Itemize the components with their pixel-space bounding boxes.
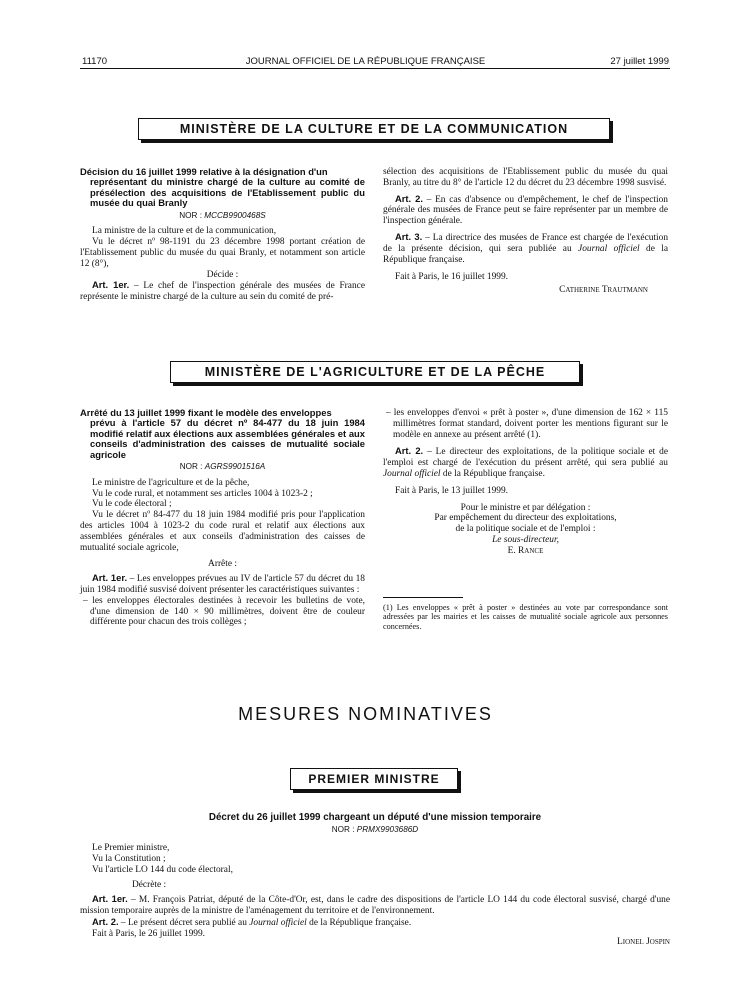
section-heading: MESURES NOMINATIVES	[238, 704, 493, 724]
sig-line: de la politique sociale et de l'emploi :	[455, 524, 596, 535]
nor-label: NOR :	[179, 210, 202, 220]
art-label: Art. 2.	[92, 915, 119, 927]
art-text: de la République française.	[440, 468, 545, 479]
agriculture-p2: Vu le code rural, et notamment ses articles 1004 à 1023-2 ;	[92, 488, 313, 499]
nor-code: AGRS9901516A	[204, 462, 266, 472]
ministry-culture-box: MINISTÈRE DE LA CULTURE ET DE LA COMMUNICATION	[138, 118, 610, 140]
journal-title: JOURNAL OFFICIEL DE LA RÉPUBLIQUE FRANÇAISE	[245, 56, 486, 67]
issue-date: 27 juillet 1999	[610, 56, 669, 67]
art-label: Art. 1er.	[92, 279, 130, 291]
decree-signature: Lionel Jospin	[617, 937, 670, 948]
agriculture-arrete: Arrête :	[208, 559, 237, 570]
culture-right-column	[383, 167, 668, 296]
agriculture-p3: Vu le code électoral ;	[92, 499, 172, 510]
culture-title-rest: représentant du ministre chargé de la culture au comité de présélection des acquisitions de l'Etablissement public du musée du quai Branly	[90, 176, 365, 209]
nor-code: MCCB9900468S	[204, 210, 266, 220]
culture-title-first: Décision du 16 juillet 1999 relative à la désignation d'un	[80, 166, 328, 177]
art-text: de la République française.	[383, 243, 669, 265]
agriculture-footnote: (1) Les enveloppes « prêt à poster » destinées au vote par correspondance sont adressées par les mairies et les caisses de mutualité sociale agricole aux personnes concernées.	[383, 603, 668, 631]
agriculture-right-column	[383, 408, 668, 557]
agriculture-dash2: – les enveloppes d'envoi « prêt à poster », d'une dimension de 162 × 115 millimètres format standard, doivent porter les mentions figurant sur le modèle en annexe au présent arrêté (1).	[386, 408, 668, 440]
art-text: – Le chef de l'inspection générale des musées de France représente le ministre chargé de la culture au sein du comité de pré-	[80, 281, 365, 303]
art-text: – En cas d'absence ou d'empêchement, le chef de l'inspection générale des musées de France peut se faire représenter par un membre de l'inspection générale.	[383, 194, 668, 227]
decree-nor	[80, 825, 670, 834]
art-text: – La directrice des musées de France est chargée de l'exécution de la présente décision, qui sera publiée au	[383, 232, 669, 254]
journal-italic: Journal officiel	[578, 243, 640, 254]
page-number: 11170	[82, 56, 108, 67]
agriculture-art1	[80, 573, 365, 596]
agriculture-p4: Vu le décret nº 84-477 du 18 juin 1984 modifié pris pour l'application des articles 1004 à 1023-2 du code rural et relatif aux élections aux assemblées générales et aux conseils d'administration des caisses de mutualité sociale agricole,	[80, 510, 365, 553]
culture-art1-cont: sélection des acquisitions de l'Etablissement public du musée du quai Branly, au titre du 8° de l'article 12 du décret du 23 décembre 1998 susvisé.	[383, 167, 668, 188]
decree-decrete: Décrète :	[132, 880, 167, 891]
decree-title: Décret du 26 juillet 1999 chargeant un député d'une mission temporaire	[208, 812, 542, 823]
journal-italic: Journal officiel	[249, 917, 307, 928]
culture-art2	[383, 194, 668, 227]
sig-line: Par empêchement du directeur des exploitations,	[434, 513, 617, 524]
footnote-rule	[383, 597, 463, 598]
nor-label: NOR :	[179, 462, 203, 472]
nor-code: PRMX9903686D	[356, 825, 419, 835]
agriculture-signature-block	[383, 503, 668, 557]
culture-left-column	[80, 167, 365, 303]
agriculture-fait: Fait à Paris, le 13 juillet 1999.	[395, 485, 509, 496]
art-label: Art. 2.	[395, 192, 423, 204]
art-label: Art. 3.	[395, 230, 423, 242]
sig-name: E. Rance	[507, 545, 544, 556]
journal-italic: Journal officiel	[383, 468, 441, 479]
header-rule	[80, 68, 670, 69]
culture-art3	[383, 232, 668, 265]
agriculture-nor	[80, 462, 365, 473]
agriculture-title-rest: prévu à l'article 57 du décret nº 84-477 du 18 juin 1984 modifié relatif aux élections aux assemblées générales et aux conseils d'administration des caisses de mutualité sociale agricole	[90, 417, 365, 460]
agriculture-dash1: – les enveloppes électorales destinées à recevoir les bulletins de vote, d'une dimension de 140 × 90 millimètres, doivent être de couleur différente pour chacun des trois collèges ;	[83, 595, 365, 628]
ministry-agriculture-box: MINISTÈRE DE L'AGRICULTURE ET DE LA PÊCHE	[170, 361, 580, 383]
art-text: – Les enveloppes prévues au IV de l'article 57 du décret du 18 juin 1984 modifié susvisé doivent présenter les caractéristiques suivantes :	[80, 574, 365, 595]
art-text: – Le présent décret sera publié au	[118, 917, 250, 928]
culture-nor	[80, 211, 365, 222]
decree-header	[80, 813, 670, 839]
decree-l2: Vu la Constitution ;	[92, 853, 166, 864]
culture-p1: La ministre de la culture et de la communication,	[92, 226, 277, 237]
art-text: – M. François Patriat, député de la Côte-d'Or, est, dans le cadre des dispositions de l'article LO 144 du code électoral susvisé, chargé d'une mission temporaire auprès de la ministre de l'aménagement du territoire et de l'environnement.	[80, 895, 670, 916]
agriculture-left-column	[80, 408, 365, 628]
decree-body	[80, 843, 670, 948]
culture-fait: Fait à Paris, le 16 juillet 1999.	[395, 272, 509, 283]
agriculture-title-first: Arrêté du 13 juillet 1999 fixant le modèle des enveloppes	[80, 407, 332, 418]
nor-label: NOR :	[331, 825, 355, 835]
art-label: Art. 2.	[395, 445, 424, 457]
culture-decision-title	[80, 167, 365, 209]
ministry-premier-box: PREMIER MINISTRE	[290, 768, 458, 790]
decree-art1	[80, 894, 670, 917]
decree-art2	[80, 917, 670, 929]
agriculture-p1: Le ministre de l'agriculture et de la pêche,	[92, 477, 250, 488]
art-text: de la République française.	[306, 917, 412, 928]
decree-l1: Le Premier ministre,	[92, 843, 170, 853]
agriculture-art2	[383, 446, 668, 479]
culture-signature: Catherine Trautmann	[559, 285, 648, 296]
art-label: Art. 1er.	[92, 572, 128, 584]
decree-fait: Fait à Paris, le 26 juillet 1999.	[92, 928, 206, 939]
decree-l3: Vu l'article LO 144 du code électoral,	[92, 864, 233, 875]
culture-p2: Vu le décret nº 98-1191 du 23 décembre 1998 portant création de l'Etablissement public du musée du quai Branly, et notamment son article 12 (8°),	[80, 237, 365, 269]
sig-line: Pour le ministre et par délégation :	[460, 502, 591, 513]
sig-line: Le sous-directeur,	[492, 534, 559, 545]
culture-decide: Décide :	[206, 269, 239, 280]
art-text: – Le directeur des exploitations, de la politique sociale et de l'emploi est chargé de l'exécution du présent arrêté, qui sera publié au	[383, 447, 668, 469]
art-label: Art. 1er.	[92, 893, 128, 905]
culture-art1	[80, 280, 365, 303]
agriculture-arrete-title	[80, 408, 365, 460]
